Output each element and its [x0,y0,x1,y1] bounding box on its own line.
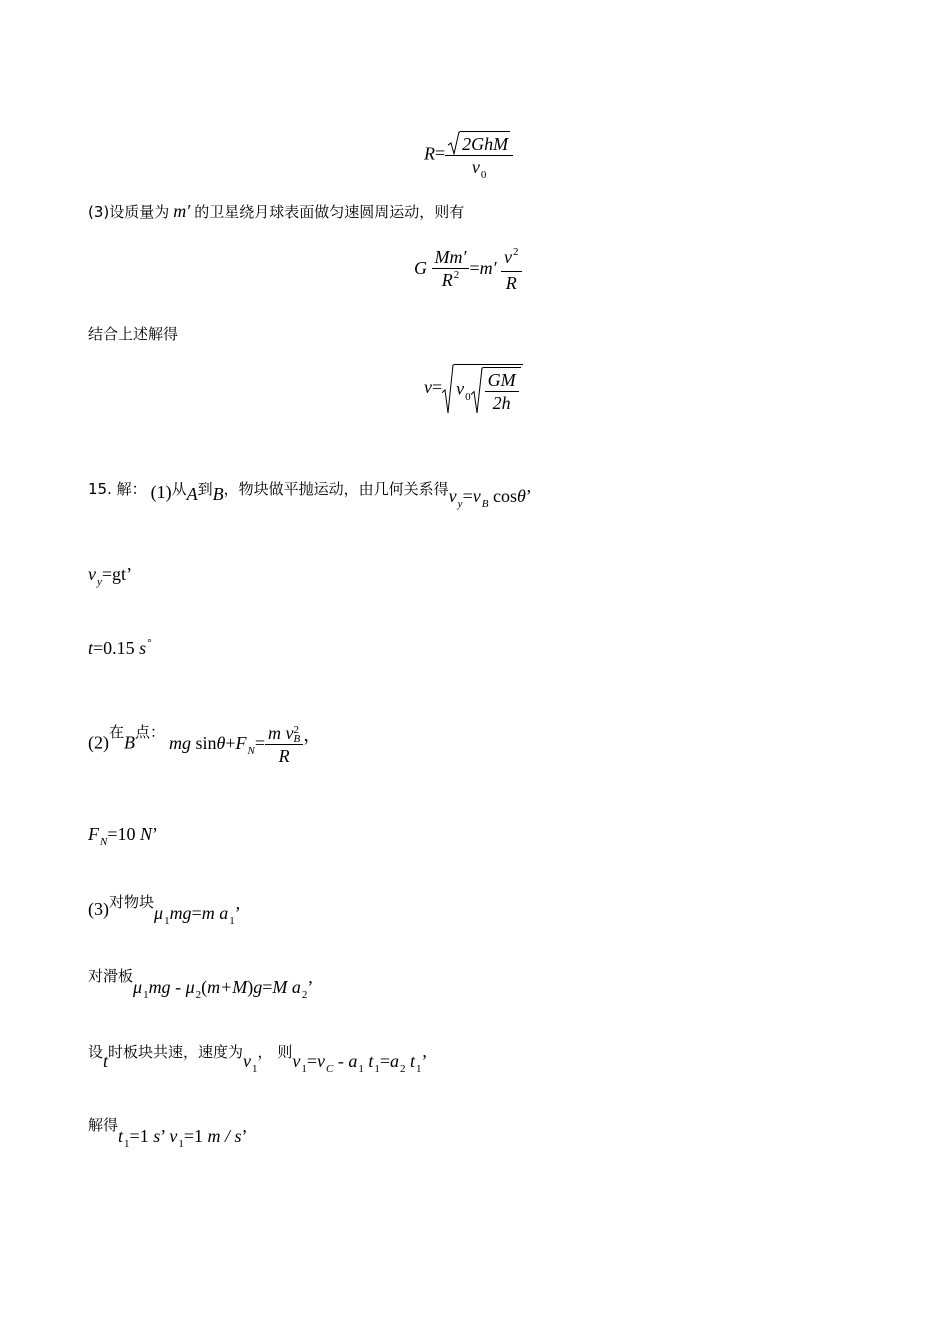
eq4-F-sub: N [247,744,255,757]
eq7-mu2: μ [185,977,195,997]
eq1-vB: v [472,486,481,506]
eq8-t1: t [368,1051,374,1071]
eq-grav-num2-sup: 2 [513,246,519,258]
eq4-mg: mg [169,732,192,753]
eq-grav-fraction-left [432,246,470,294]
eq5-rhs: 10 [117,824,136,844]
q15-set-t: t [103,1051,109,1071]
q15-eq5: $F_N=10$ N’ [88,824,159,848]
q15-solve [88,1114,248,1150]
eq8-vC: v [316,1051,325,1071]
eq-v-v0-sub: 0 [465,390,471,403]
eq7-mu1: μ [133,977,143,997]
eq9-v-unit: m / s [207,1126,242,1146]
eq8-a1: a [348,1051,358,1071]
eq1-cos: cos [492,486,517,506]
eq2-end: ’ [126,564,133,584]
eq9-t-sub: 1 [124,1138,130,1150]
eq3-end: ° [147,637,152,649]
q15-part1-num: (1) [150,482,172,502]
eq8-end: ’ [421,1051,428,1071]
eq7-a-sub: 2 [301,989,308,1001]
eq7-mg: mg [148,977,171,997]
equation-v: v= $v_0$ $\frac{GM}{2h}$ [424,364,523,414]
eq2-rhs: gt [112,564,127,584]
eq8-a1-sub: 1 [358,1063,364,1075]
q15-eq2: $v_y=gt$’ [88,564,133,588]
eq1-end: ’ [525,486,532,506]
q15-part2-num: (2) [88,732,109,753]
eq7-mu1-sub: 1 [143,989,149,1001]
q15-eq7: $\mu_1mg - \mu_2(m+M)g=M$ $a_2$’ [133,977,314,1001]
eq9-v: v [169,1126,178,1146]
eq8-a2: a [390,1051,399,1071]
eq7-inner: m+M [207,977,248,997]
q15-to: 到 [197,480,213,498]
part3-statement [88,201,464,222]
eq9-v-sub: 1 [178,1138,184,1150]
eq-R-fraction [445,130,513,181]
eq4-theta: θ [216,732,226,753]
q15-board-label: 对滑板 [88,967,134,985]
eq5-unit: N [140,824,153,844]
eq1-theta: θ [516,486,526,506]
q15-label: 15. 解： [88,480,147,498]
eq4-end: ， [303,724,322,745]
eq9-t: t [118,1126,124,1146]
q15-set-then: ， 则 [257,1043,293,1061]
q15-line1 [88,478,532,510]
eq-v-lhs: v [424,377,432,398]
eq6-mg: mg [169,903,192,923]
eq6-a-sub: 1 [229,915,235,927]
eq6-mu-sub: 1 [164,915,170,927]
eq1-vy: v [448,486,457,506]
eq8-t1-sub: 1 [374,1063,380,1075]
eq8-v1-sub: 1 [301,1063,307,1075]
q15-part2-at: 在 [109,722,125,741]
part3-prefix: (3)设质量为 [88,203,170,221]
q15-part1-text: ，物块做平抛运动，由几何关系得 [223,480,449,498]
eq5-end: ’ [152,824,159,844]
eq-grav-den2: R [505,273,517,293]
eq9-v-val: 1 [194,1126,204,1146]
sqrt-symbol [448,131,510,155]
eq-v-den: 2h [492,393,511,413]
eq6-a: a [219,903,229,923]
eq4-F: F [235,732,247,753]
eq5-F-sub: N [100,836,108,848]
eq-grav-num2: v [504,247,513,267]
sqrt-symbol [471,367,521,414]
eq5-F: F [88,824,99,844]
eq-grav-den: R [441,270,453,290]
eq-v-num: GM [485,369,519,392]
equation-gravity: G $\frac{Mm'}{R^2}$ =m′ $\frac{v^2}{R}$ [414,246,522,294]
q15-eq1: $v_y=v_B$ cosθ’ [448,486,532,510]
q15-set-v1-sub: 1 [252,1063,258,1075]
eq-grav-rhs: m′ [479,258,497,279]
eq7-mu2-sub: 2 [195,989,202,1001]
eq6-end: ’ [234,903,241,923]
eq-grav-num: Mm′ [432,246,470,269]
q15-board [88,965,314,1001]
eq8-a2-sub: 2 [400,1063,406,1075]
eq4-num-m: m [268,723,282,743]
eq3-rhs: 0.15 [103,638,135,658]
eq9-end: ’ [241,1126,248,1146]
eq-R-den-sub: 0 [480,168,487,181]
eq4-num-v: v [285,723,294,743]
eq-R-den: v [471,156,480,177]
q15-eq3: t=0.15 s° [88,637,152,658]
q15-part2 [88,722,321,767]
eq4-fraction [265,722,303,767]
q15-set-text: 时板块共速，速度为 [108,1043,244,1061]
combine-text: 结合上述解得 [88,325,179,343]
eq1-vy-sub: y [457,498,463,510]
eq4-den: R [278,746,290,766]
eq7-g: g [253,977,263,997]
eq-grav-den-sup: 2 [453,269,460,281]
eq-v-v0: v [456,378,465,399]
q15-set [88,1041,428,1075]
part3-var: m′ [173,201,191,221]
eq7-a: a [291,977,301,997]
q15-set-prefix: 设 [88,1043,104,1061]
q15-eq9: $t_1=1$ s’ $v_1=1$ m / s’ [118,1126,248,1150]
q15-eq6: $\mu_1mg=m$ $a_1$’ [154,903,241,927]
eq4-sin: sin [195,732,217,753]
eq2-vy: v [88,564,96,584]
q15-set-v1: v [243,1051,252,1071]
eq7-M: M [272,977,288,997]
eq3-unit: s [139,638,147,658]
eq8-vC-sub: C [325,1063,334,1075]
part3-suffix: 的卫星绕月球表面做匀速圆周运动，则有 [194,203,465,221]
equation-R: R= $\frac{\text{2GhM}}{v_0}$ [424,130,513,181]
eq8-t1b: t [410,1051,416,1071]
eq1-vB-sub: B [481,498,489,510]
eq6-mu: μ [154,903,164,923]
eq6-m: m [201,903,215,923]
eq-R-lhs: R [424,143,435,164]
q15-part3-obj: 对物块 [109,893,155,911]
sqrt-symbol [442,364,523,414]
eq9-t-val: 1 [139,1126,149,1146]
q15-part1-from: 从 [171,480,187,498]
q15-part2-pt: 点： [135,722,166,741]
q15-B: B [212,484,224,504]
q15-part2-B: B [124,732,136,753]
eq-R-radicand: 2GhM [460,131,510,155]
eq9-t-unit: s [153,1126,161,1146]
q15-eq8: $v_1=v_C - a_1$ $t_1=a_2$ $t_1$’ [292,1051,428,1075]
q15-A: A [186,484,198,504]
eq-grav-G: G [414,258,427,279]
eq-grav-fraction-right [501,246,522,294]
eq8-t1b-sub: 1 [416,1063,422,1075]
eq3-t: t [88,638,94,658]
eq9-sep: ’ [160,1126,165,1146]
q15-part3 [88,891,241,927]
eq4-num-v-sup: 2 [293,723,300,736]
eq2-vy-sub: y [97,576,102,588]
eq8-v1: v [292,1051,301,1071]
eq7-end: ’ [307,977,314,997]
eq4-num-v-sub: B [293,732,301,745]
q15-solve-label: 解得 [88,1116,119,1134]
q15-eq4: mg $\sin\theta+F_N=$ m v 2 B R ， [169,723,322,766]
q15-part3-num: (3) [88,899,109,919]
